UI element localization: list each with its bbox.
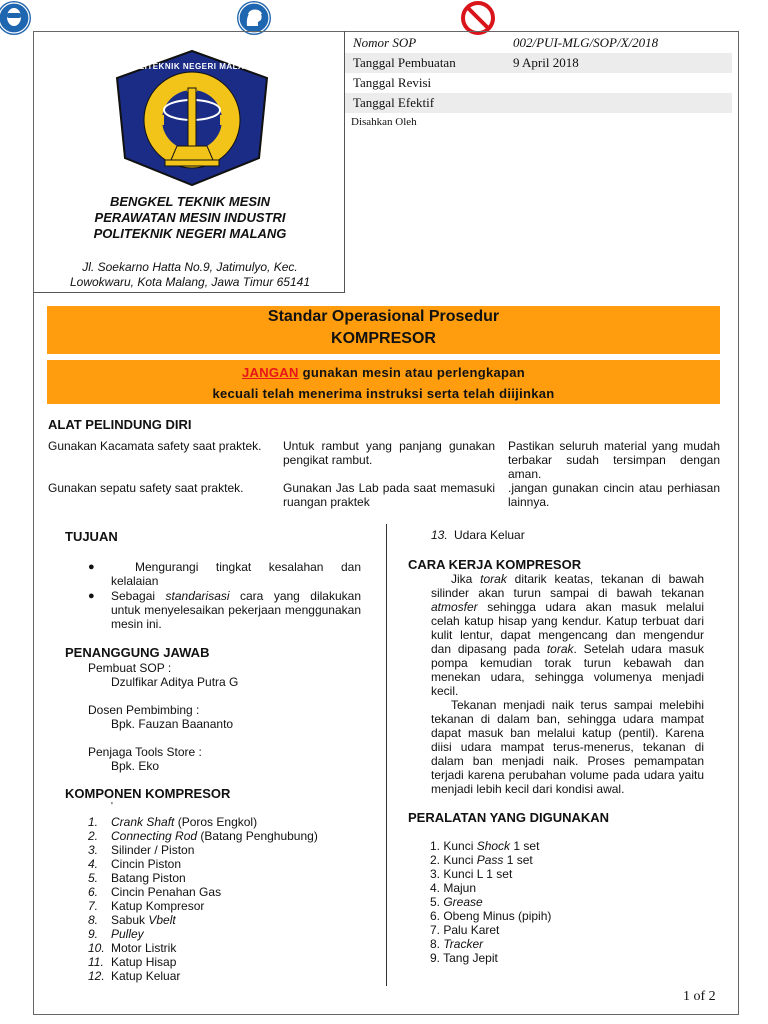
meta-row-nomor [345, 33, 732, 53]
komponen-item [111, 899, 204, 913]
komponen-item-em: Connecting Rod [111, 829, 198, 843]
tujuan-item-pre: Sebagai [111, 589, 166, 603]
org-line-1: BENGKEL TEKNIK MESIN [109, 194, 271, 209]
komponen-number: 13. [431, 528, 448, 542]
peralatan-number: 9. [430, 951, 444, 965]
peralatan-number: 5. [430, 895, 444, 909]
meta-label: Tanggal Pembuatan [353, 55, 456, 70]
tujuan-item-em: standarisasi [165, 589, 230, 603]
peralatan-number: 2. [430, 853, 444, 867]
komponen-number: 1. [88, 815, 99, 829]
penanggung-role: Pembuat SOP : [88, 661, 172, 675]
meta-value: 9 April 2018 [513, 55, 579, 70]
cara-kerja-para-1: Jika torak ditarik keatas, tekanan di bawah silinder akan turun sampai di bawah tekanan atmosfer sehingga udara akan masuk melalui celah katup hisap yang kendur. Katup terbuat dari kulit lentur, dapat mengencang dan mengendur dan dipasang pada torak. Setelah udara masuk pompa kemudian torak turun kebawah dan menekan udara, sehingga volumenya menjadi kecil. [431, 572, 704, 698]
warning-line-2: kecuali telah menerima instruksi serta telah diijinkan [212, 386, 555, 401]
komponen-item-text: Motor Listrik [111, 941, 177, 955]
org-line-2: PERAWATAN MESIN INDUSTRI [94, 210, 286, 225]
komponen-number: 11. [88, 955, 104, 969]
komponen-item [111, 843, 194, 857]
komponen-number: 5. [88, 871, 99, 885]
peralatan-em: Grease [443, 895, 483, 909]
warning-red-word: JANGAN [241, 365, 299, 380]
page-number: 1 of 2 [683, 989, 716, 1004]
warning-banner [47, 360, 720, 404]
komponen-item-text: Cincin Penahan Gas [111, 885, 222, 899]
peralatan-number: 8. [430, 937, 444, 951]
tujuan-item [111, 589, 361, 631]
komponen-number: 6. [88, 885, 99, 899]
peralatan-em: Shock [476, 839, 511, 853]
penanggung-name: Dzulfikar Aditya Putra G [111, 675, 239, 689]
meta-row-efektif [345, 93, 732, 113]
peralatan-item [430, 881, 476, 895]
peralatan-text: Palu Karet [443, 923, 500, 937]
komponen-item-text: Silinder / Piston [111, 843, 195, 857]
peralatan-number: 1. [430, 839, 444, 853]
penanggung-name: Bpk. Fauzan Baananto [111, 717, 234, 731]
peralatan-title: PERALATAN YANG DIGUNAKAN [408, 810, 610, 825]
org-line-3: POLITEKNIK NEGERI MALANG [93, 226, 287, 241]
peralatan-text: Kunci [443, 853, 477, 867]
penanggung-title: PENANGGUNG JAWAB [65, 645, 210, 660]
komponen-number: 8. [88, 913, 99, 927]
meta-label: Tanggal Efektif [353, 95, 435, 110]
column-divider [386, 524, 387, 986]
bullet-icon: ● [88, 590, 95, 602]
peralatan-item [430, 839, 539, 853]
ppe-item: Gunakan Kacamata safety saat praktek. [48, 439, 262, 453]
komponen-item-em: Crank Shaft [111, 815, 175, 829]
peralatan-text: Obeng Minus (pipih) [443, 909, 552, 923]
komponen-item [111, 955, 176, 969]
komponen-item-text: Katup Kompresor [111, 899, 205, 913]
peralatan-text: Kunci L 1 set [443, 867, 513, 881]
komponen-item [111, 885, 221, 899]
warning-line-1-rest: gunakan mesin atau perlengkapan [298, 365, 526, 380]
komponen-number: 9. [88, 927, 99, 941]
peralatan-text: Tang Jepit [443, 951, 498, 965]
title-banner [47, 306, 720, 354]
tujuan-item-post: cara yang dilakukan untuk menyelesaikan pekerjaan menggunakan mesin ini. [111, 589, 362, 631]
komponen-item [111, 815, 257, 829]
cara-kerja-title: CARA KERJA KOMPRESOR [408, 557, 582, 572]
peralatan-item [430, 909, 551, 923]
peralatan-item [430, 853, 533, 867]
peralatan-text: Kunci [443, 839, 477, 853]
penanggung-role: Penjaga Tools Store : [88, 745, 202, 759]
peralatan-text: 1 set [510, 839, 540, 853]
komponen-item-em: Pulley [111, 927, 144, 941]
peralatan-item [430, 895, 483, 909]
tujuan-item: Mengurangi tingkat kesalahan dan kelalaian [111, 560, 361, 588]
komponen-item-em: Vbelt [148, 913, 176, 927]
peralatan-item [430, 937, 483, 951]
komponen-number: 2. [88, 829, 99, 843]
cara-kerja-para-2: Tekanan menjadi naik terus sampai melebihi tekanan di dalam ban, sehingga udara mampat dapat masuk ban melalui katup (pentil). Karena diisi udara mampat terus-menerus, tekanan di dalam ban menjadi naik. Proses pemampatan terjadi karena perubahan volume pada udara yaitu menjadi lebih kecil dari kondisi awal. [431, 698, 704, 796]
peralatan-item [430, 867, 512, 881]
peralatan-em: Pass [476, 853, 504, 867]
komponen-number: 10. [88, 941, 105, 955]
komponen-number: 4. [88, 857, 99, 871]
komponen-item [111, 969, 180, 983]
komponen-item-text: Katup Keluar [111, 969, 181, 983]
penanggung-name: Bpk. Eko [111, 759, 160, 773]
komponen-number: 7. [88, 899, 99, 913]
peralatan-text: Majun [443, 881, 477, 895]
penanggung-role: Dosen Pembimbing : [88, 703, 200, 717]
komponen-number: 12. [88, 969, 105, 983]
address-line-1: Jl. Soekarno Hatta No.9, Jatimulyo, Kec. [82, 260, 298, 274]
peralatan-number: 7. [430, 923, 444, 937]
komponen-item [111, 941, 176, 955]
ppe-item: .jangan gunakan cincin atau perhiasan lainnya. [508, 481, 720, 509]
komponen-item [111, 829, 318, 843]
komponen-number: 3. [88, 843, 99, 857]
ppe-item: Gunakan Jas Lab pada saat memasuki ruangan praktek [283, 481, 495, 509]
approved-by: Disahkan Oleh [351, 116, 417, 128]
komponen-item [111, 927, 144, 941]
meta-label: Nomor SOP [353, 35, 417, 50]
komponen-item [111, 913, 176, 927]
komponen-item-text: (Batang Penghubung) [197, 829, 318, 843]
komponen-item-text: Sabuk [111, 913, 149, 927]
komponen-item-text: Katup Hisap [111, 955, 177, 969]
komponen-title: KOMPONEN KOMPRESOR [65, 786, 231, 801]
peralatan-text: 1 set [503, 853, 533, 867]
address-line-2: Lowokwaru, Kota Malang, Jawa Timur 65141 [69, 275, 311, 289]
ppe-title: ALAT PELINDUNG DIRI [48, 417, 192, 432]
meta-row-revisi [345, 73, 732, 93]
peralatan-number: 4. [430, 881, 444, 895]
peralatan-item [430, 923, 499, 937]
peralatan-number: 6. [430, 909, 444, 923]
bullet-icon: ● [88, 561, 95, 573]
komponen-item [111, 871, 186, 885]
peralatan-number: 3. [430, 867, 444, 881]
meta-value: 002/PUI-MLG/SOP/X/2018 [513, 35, 659, 50]
meta-row-pembuatan [345, 53, 732, 73]
komponen-item [454, 528, 525, 542]
ppe-item: Gunakan sepatu safety saat praktek. [48, 481, 244, 495]
title-line-1: Standar Operasional Prosedur [267, 308, 500, 325]
header-bottom-rule [33, 292, 345, 293]
komponen-item [111, 857, 181, 871]
title-line-2: KOMPRESOR [331, 330, 436, 347]
warning-line-1 [47, 365, 720, 380]
stray-mark: ' [111, 801, 113, 812]
komponen-item-text: Cincin Piston [111, 857, 182, 871]
peralatan-item [430, 951, 498, 965]
ppe-item: Untuk rambut yang panjang gunakan pengikat rambut. [283, 439, 495, 467]
logo-text: POLITEKNIK NEGERI MALANG [126, 62, 258, 71]
meta-label: Tanggal Revisi [353, 75, 432, 90]
komponen-item-text: (Poros Engkol) [174, 815, 258, 829]
face-shield-icon [0, 0, 32, 36]
peralatan-em: Tracker [443, 937, 484, 951]
komponen-item-text: Udara Keluar [454, 528, 525, 542]
komponen-item-text: Batang Piston [111, 871, 186, 885]
ppe-item: Pastikan seluruh material yang mudah terbakar sudah tersimpan dengan aman. [508, 439, 720, 481]
tujuan-title: TUJUAN [65, 529, 118, 544]
